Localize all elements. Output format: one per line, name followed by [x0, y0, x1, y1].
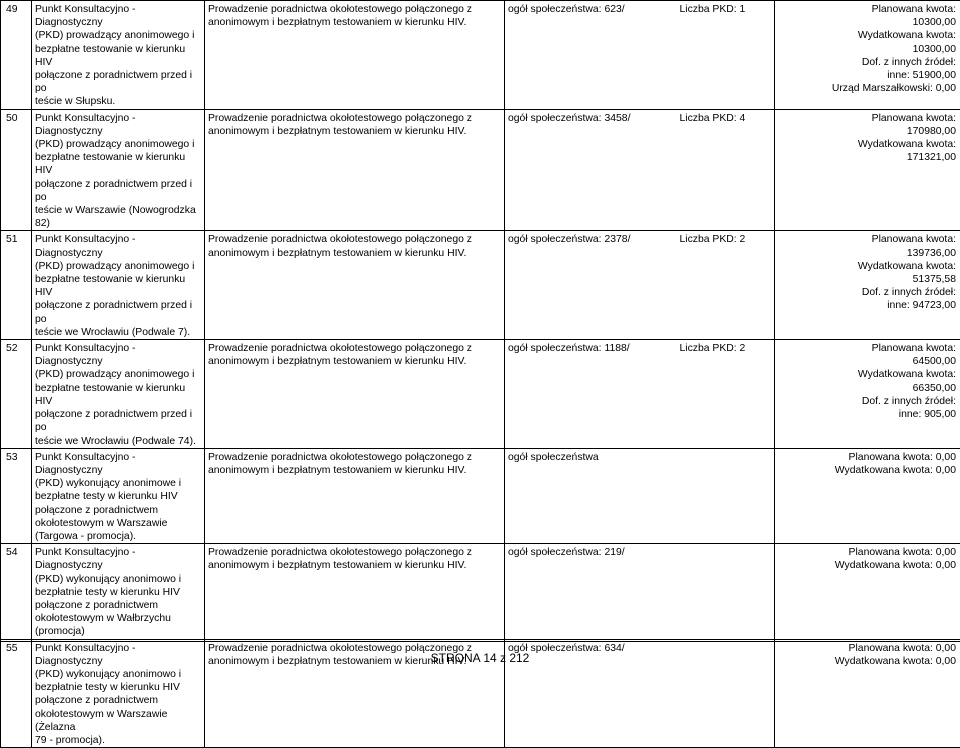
footer-divider — [0, 641, 960, 642]
task-cell: Prowadzenie poradnictwa okołotestowego połączonego z anonimowym i bezpłatnym testowaniem w kierunku HIV. — [205, 109, 505, 231]
table-row — [1, 340, 960, 449]
society-cell: ogół społeczeństwa: 3458/ — [505, 109, 677, 231]
task-cell: Prowadzenie poradnictwa okołotestowego połączonego z anonimowym i bezpłatnym testowaniem w kierunku HIV. — [205, 1, 505, 110]
pkd-count-cell — [677, 448, 775, 543]
pkd-count-cell: Liczba PKD: 2 — [677, 340, 775, 449]
pkd-count-cell: Liczba PKD: 1 — [677, 1, 775, 110]
society-cell: ogół społeczeństwa: 2378/ — [505, 231, 677, 340]
row-number: 55 — [1, 639, 32, 748]
row-number: 51 — [1, 231, 32, 340]
table-row — [1, 109, 960, 231]
recipient-cell: Punkt Konsultacyjno - Diagnostyczny (PKD) prowadzący anonimowego i bezpłatne testowanie w kierunku HIV połączone z poradnictwem przed i po teście w Warszawie (Nowogrodzka 82) — [32, 109, 205, 231]
table-row — [1, 448, 960, 543]
task-cell: Prowadzenie poradnictwa okołotestowego połączonego z anonimowym i bezpłatnym testowaniem w kierunku HIV. — [205, 639, 505, 748]
amounts-cell: Planowana kwota: 170980,00 Wydatkowana kwota: 171321,00 — [775, 109, 960, 231]
recipient-cell: Punkt Konsultacyjno - Diagnostyczny (PKD) wykonujący anonimowe i bezpłatne testy w kierunku HIV połączone z poradnictwem okołotestowym w Warszawie (Targowa - promocja). — [32, 448, 205, 543]
society-cell: ogół społeczeństwa — [505, 448, 677, 543]
pkd-count-cell: Liczba PKD: 4 — [677, 109, 775, 231]
amounts-cell: Planowana kwota: 0,00 Wydatkowana kwota: 0,00 — [775, 639, 960, 748]
task-cell: Prowadzenie poradnictwa okołotestowego połączonego z anonimowym i bezpłatnym testowaniem w kierunku HIV. — [205, 340, 505, 449]
table-row — [1, 1, 960, 110]
task-cell: Prowadzenie poradnictwa okołotestowego połączonego z anonimowym i bezpłatnym testowaniem w kierunku HIV. — [205, 448, 505, 543]
pkd-count-cell — [677, 544, 775, 639]
recipient-cell: Punkt Konsultacyjno - Diagnostyczny (PKD) wykonujący anonimowo i bezpłatnie testy w kierunku HIV połączone z poradnictwem okołotestowym w Wałbrzychu (promocja) — [32, 544, 205, 639]
task-cell: Prowadzenie poradnictwa okołotestowego połączonego z anonimowym i bezpłatnym testowaniem w kierunku HIV. — [205, 544, 505, 639]
row-number: 54 — [1, 544, 32, 639]
table-row — [1, 231, 960, 340]
society-cell: ogół społeczeństwa: 219/ — [505, 544, 677, 639]
society-cell: ogół społeczeństwa: 623/ — [505, 1, 677, 110]
recipient-cell: Punkt Konsultacyjno - Diagnostyczny (PKD) prowadzący anonimowego i bezpłatne testowanie w kierunku HIV połączone z poradnictwem przed i po teście we Wrocławiu (Podwale 74). — [32, 340, 205, 449]
amounts-cell: Planowana kwota: 0,00 Wydatkowana kwota: 0,00 — [775, 448, 960, 543]
task-cell: Prowadzenie poradnictwa okołotestowego połączonego z anonimowym i bezpłatnym testowaniem w kierunku HIV. — [205, 231, 505, 340]
amounts-cell: Planowana kwota: 139736,00 Wydatkowana kwota: 51375,58 Dof. z innych źródeł: inne: 94723,00 — [775, 231, 960, 340]
recipient-cell: Punkt Konsultacyjno - Diagnostyczny (PKD) wykonujący anonimowo i bezpłatnie testy w kierunku HIV połączone z poradnictwem okołotestowym w Warszawie (Żelazna 79 - promocja). — [32, 639, 205, 748]
pkd-count-cell: Liczba PKD: 2 — [677, 231, 775, 340]
recipient-cell: Punkt Konsultacyjno - Diagnostyczny (PKD) prowadzący anonimowego i bezpłatne testowanie w kierunku HIV połączone z poradnictwem przed i po teście we Wrocławiu (Podwale 7). — [32, 231, 205, 340]
page-number: STRONA 14 z 212 — [0, 652, 960, 665]
amounts-cell: Planowana kwota: 0,00 Wydatkowana kwota: 0,00 — [775, 544, 960, 639]
amounts-cell: Planowana kwota: 10300,00 Wydatkowana kwota: 10300,00 Dof. z innych źródeł: inne: 51900,00 Urząd Marszałkowski: 0,00 — [775, 1, 960, 110]
row-number: 49 — [1, 1, 32, 110]
row-number: 52 — [1, 340, 32, 449]
society-cell: ogół społeczeństwa: 634/ — [505, 639, 677, 748]
amounts-cell: Planowana kwota: 64500,00 Wydatkowana kwota: 66350,00 Dof. z innych źródeł: inne: 905,00 — [775, 340, 960, 449]
row-number: 50 — [1, 109, 32, 231]
row-number: 53 — [1, 448, 32, 543]
recipient-cell: Punkt Konsultacyjno - Diagnostyczny (PKD) prowadzący anonimowego i bezpłatne testowanie w kierunku HIV połączone z poradnictwem przed i po teście w Słupsku. — [32, 1, 205, 110]
society-cell: ogół społeczeństwa: 1188/ — [505, 340, 677, 449]
table-row — [1, 544, 960, 639]
